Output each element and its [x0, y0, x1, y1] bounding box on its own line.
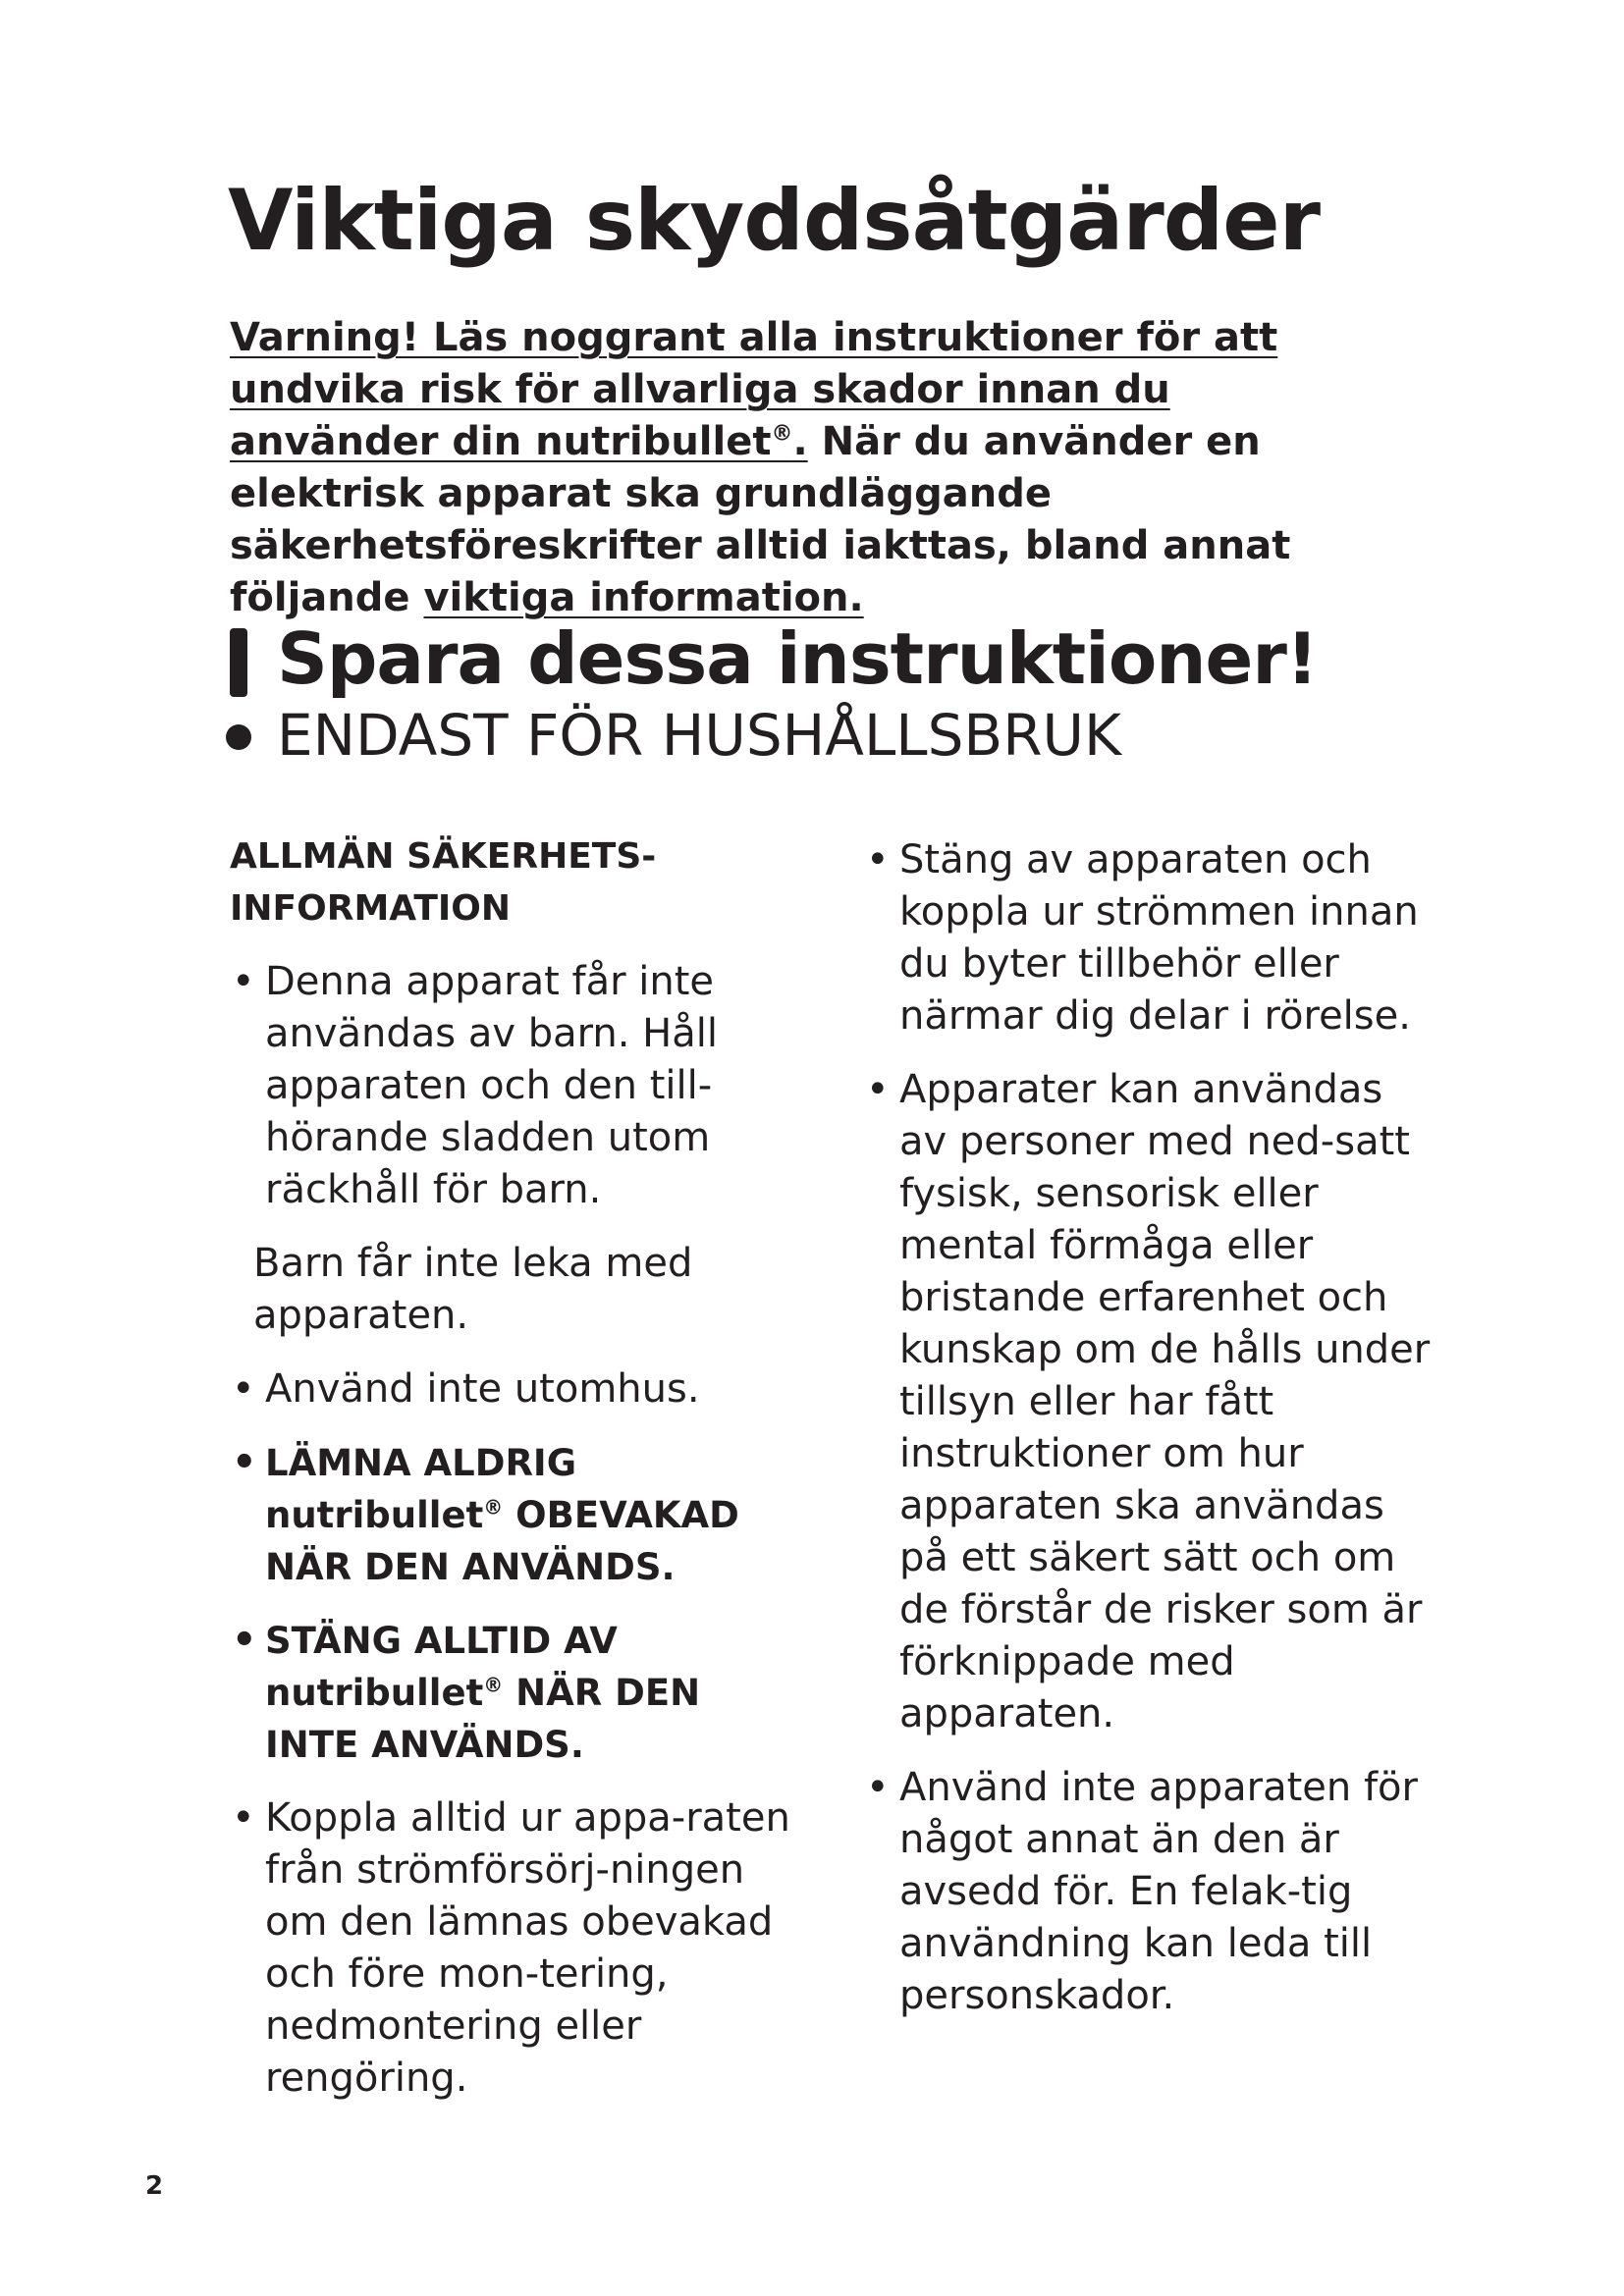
bullet-icon: •: [232, 1795, 255, 1841]
save-instructions-heading: Spara dessa instruktioner!: [277, 617, 1318, 700]
list-item: [864, 834, 1434, 1042]
list-item-continuation: [230, 1238, 799, 1342]
registered-mark: ®: [483, 1495, 504, 1520]
bullet-icon: •: [866, 837, 890, 882]
list-item: [230, 1363, 799, 1415]
list-item: [864, 1762, 1434, 2022]
household-only-notice: ENDAST FÖR HUSHÅLLSBRUK: [277, 702, 1121, 769]
list-item: [230, 1792, 799, 2105]
page-number: 2: [145, 2171, 164, 2201]
bold-item-text-a: STÄNG ALLTID AV nutribullet: [265, 1620, 618, 1714]
exclamation-icon-bar: [230, 628, 247, 697]
bold-item-text-b: OBEVAKAD NÄR DEN ANVÄNDS.: [265, 1494, 739, 1588]
bullet-icon: •: [232, 1366, 255, 1412]
list-item-bold: [230, 1437, 799, 1593]
left-column: [230, 830, 799, 2126]
list-item-text: Apparater kan användas av personer med ned-satt fysisk, sensorisk eller mental förmåga eller bristande erfarenhet och kunskap om de hålls under tillsyn eller har fått instruktioner om hur apparaten ska användas på ett säkert sätt och om de förstår de risker som är förknippade med apparaten.: [899, 1067, 1431, 1736]
warning-text-1: Varning! Läs noggrant alla instruktioner för att undvika risk för allvarliga skador innan du använder din nutribullet: [230, 315, 1278, 464]
list-item-text: Använd inte utomhus.: [265, 1366, 700, 1412]
bold-item-text-b: NÄR DEN INTE ANVÄNDS.: [265, 1672, 701, 1766]
bullet-icon: •: [232, 1440, 257, 1485]
section-heading: ALLMÄN SÄKERHETS- INFORMATION: [230, 836, 657, 929]
list-item-text: Stäng av apparaten och koppla ur strömmen innan du byter tillbehör eller närmar dig delar i rörelse.: [899, 837, 1419, 1039]
bullet-icon: •: [232, 959, 255, 1004]
right-column: [864, 834, 1434, 2044]
list-item: [864, 1064, 1434, 1740]
registered-mark: ®: [483, 1673, 504, 1697]
bullet-icon: •: [232, 1618, 257, 1663]
warning-important-link-text: viktiga information.: [423, 575, 864, 620]
registered-mark: ®: [771, 421, 793, 447]
list-item: [230, 956, 799, 1216]
warning-paragraph: [230, 312, 1388, 624]
warning-period: .: [792, 419, 808, 464]
bullet-icon: •: [866, 1765, 890, 1810]
bold-item-text-a: LÄMNA ALDRIG nutribullet: [265, 1442, 577, 1536]
warning-text-2: När du använder en elektrisk apparat ska grundläggande säkerhetsföreskrifter alltid iakttas, bland annat följande: [230, 419, 1291, 620]
list-item-bold: [230, 1615, 799, 1771]
list-item-text: Koppla alltid ur appa-raten från strömförsörj-ningen om den lämnas obevakad och före mon-tering, nedmontering eller rengöring.: [265, 1795, 790, 2101]
page-title: Viktiga skyddsåtgärder: [228, 172, 1321, 270]
list-item-text: Barn får inte leka med apparaten.: [253, 1241, 693, 1338]
bullet-icon: •: [866, 1067, 890, 1112]
exclamation-icon-dot: [226, 724, 251, 750]
list-item-text: Denna apparat får inte användas av barn. Håll apparaten och den till-hörande sladden utom räckhåll för barn.: [265, 959, 718, 1212]
list-item-text: Använd inte apparaten för något annat än den är avsedd för. En felak-tig användning kan leda till personskador.: [899, 1765, 1418, 2018]
